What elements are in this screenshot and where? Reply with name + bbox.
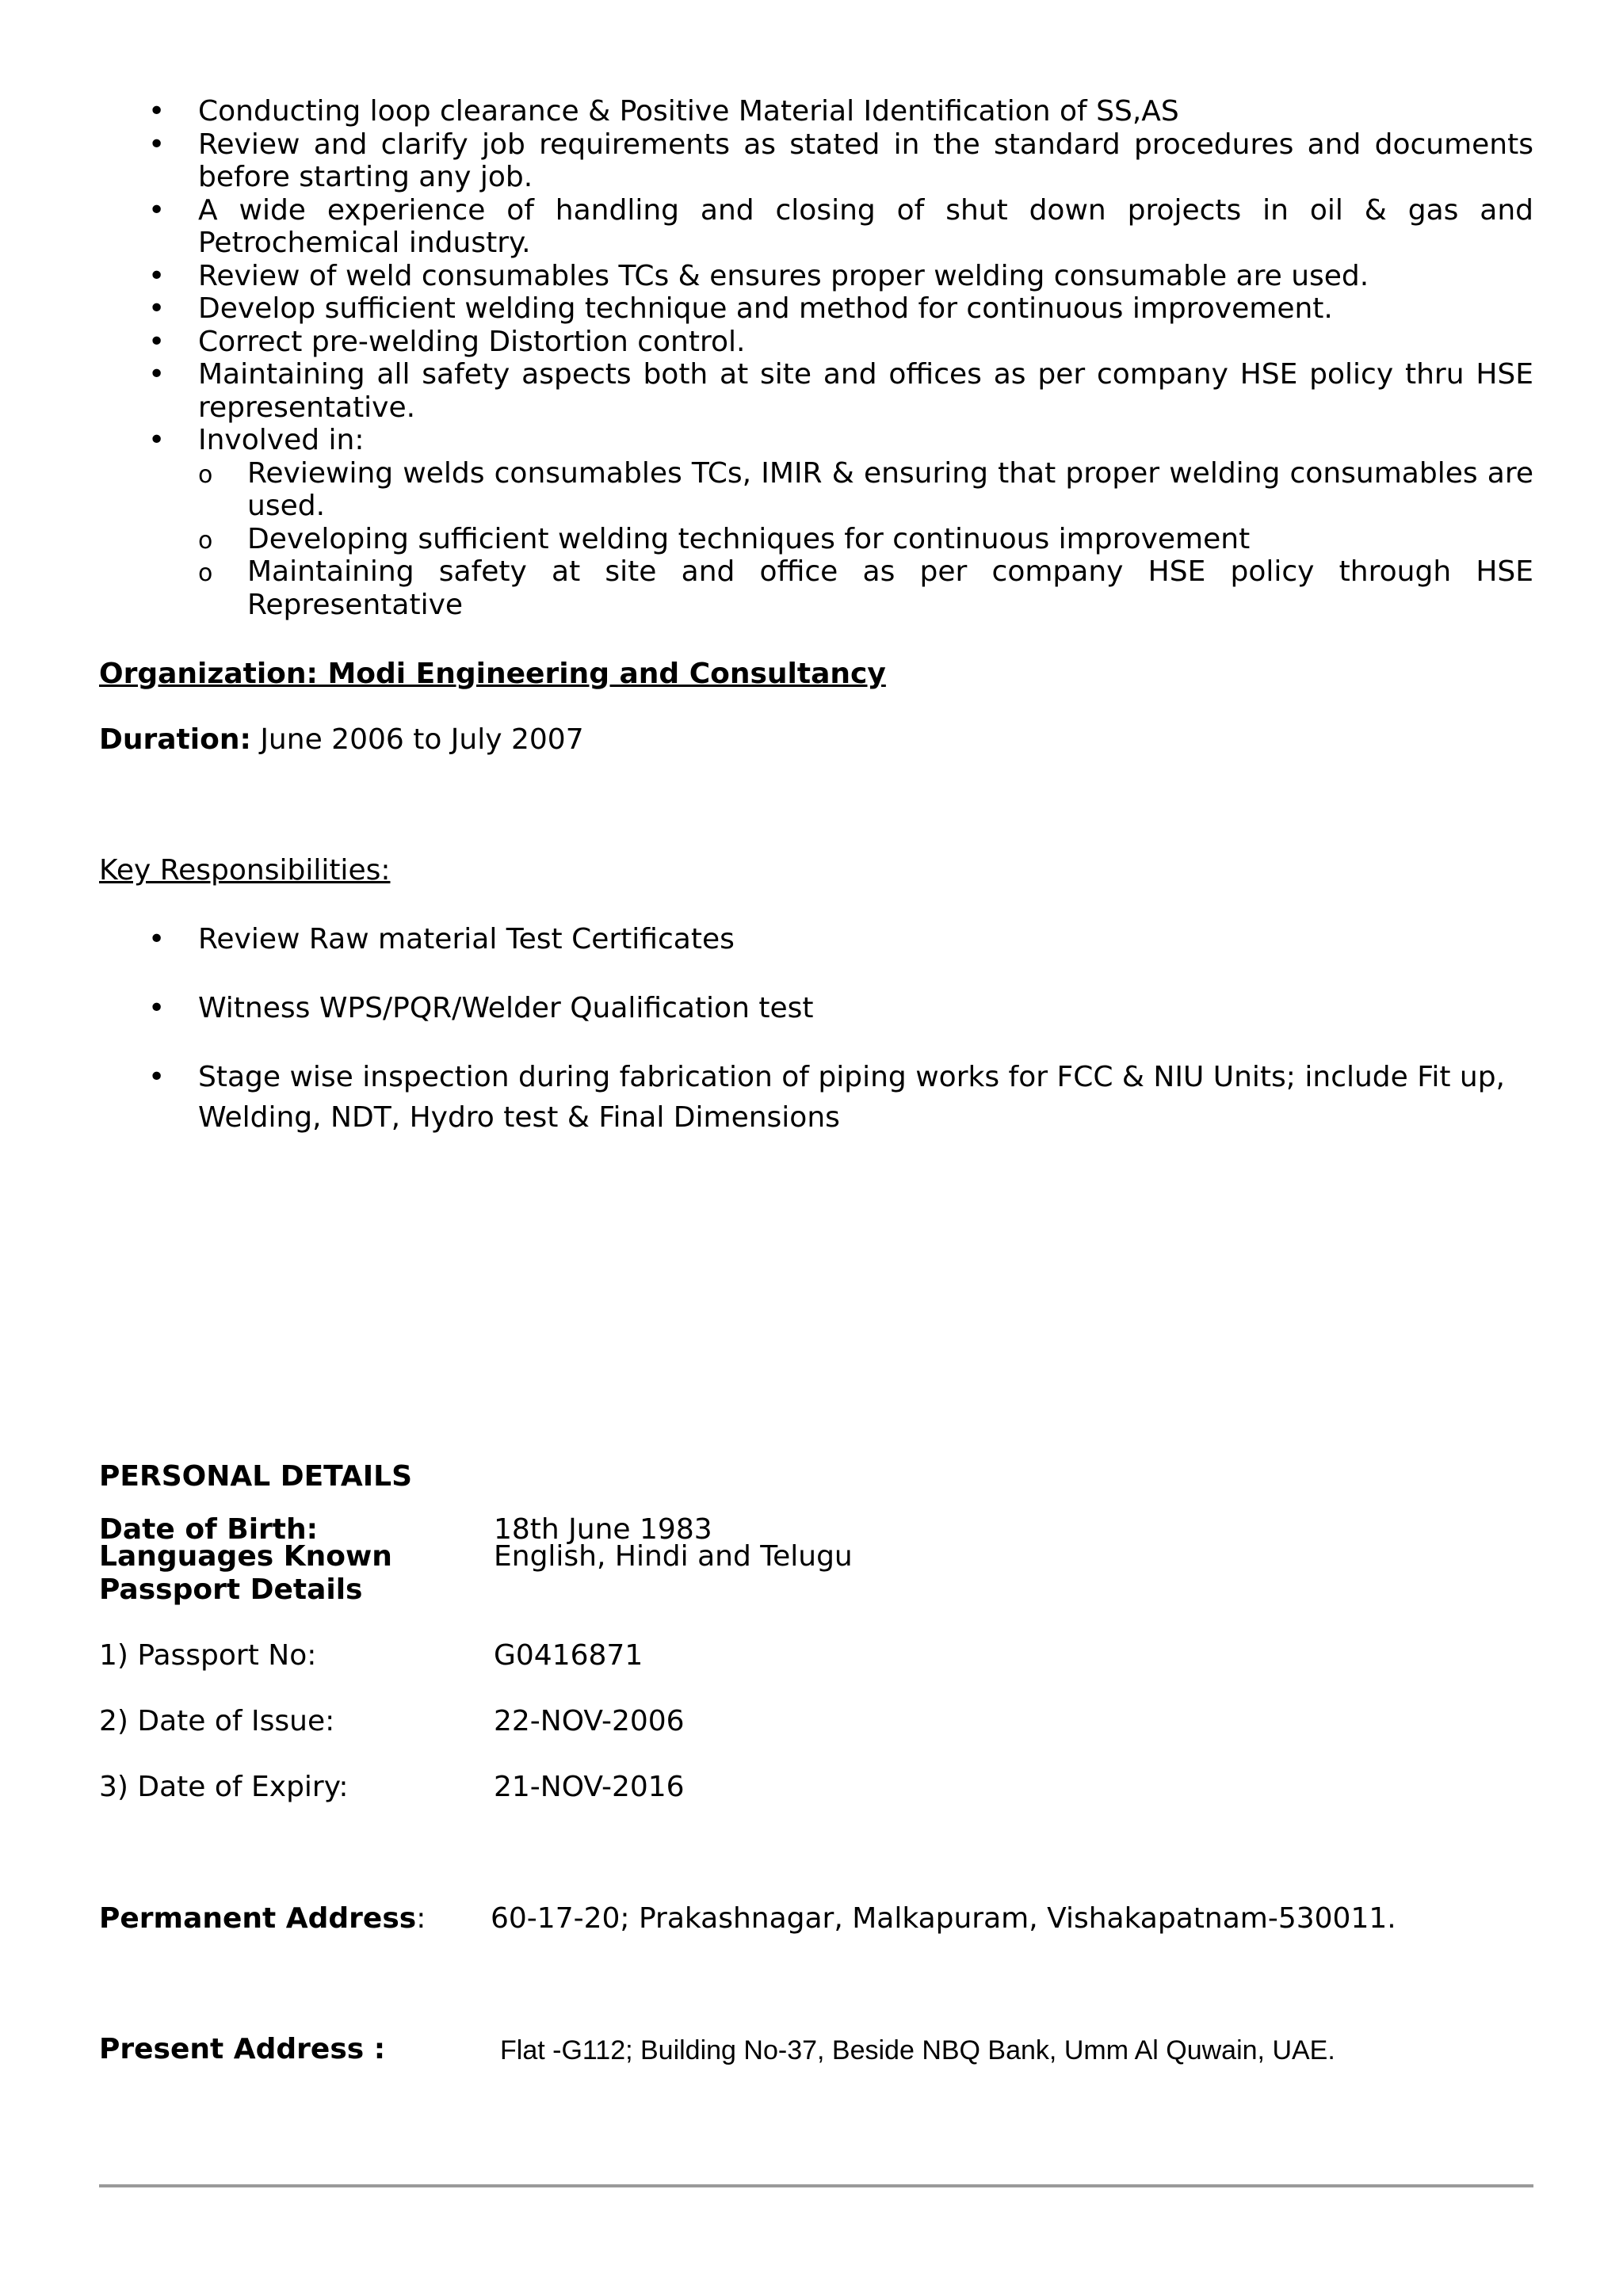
sub-bullet-icon: o [198,460,213,489]
bullet-icon: • [148,95,166,128]
passport-no-label: 1) Passport No: [99,1639,317,1672]
bullet-icon: • [148,992,166,1024]
dob-value: 18th June 1983 [494,1513,712,1546]
list-item: • A wide experience of handling and closing of shut down projects in oil & gas and Petrochemical industry. [148,193,1533,259]
list-item: • Review of weld consumables TCs & ensures proper welding consumable are used. [148,259,1369,292]
bullet-icon: • [148,292,166,325]
bullet-icon: • [148,1061,166,1093]
list-item: • Develop sufficient welding technique and method for continuous improvement. [148,292,1333,325]
bullet-icon: • [148,325,166,358]
experience-bullet-list [99,95,1533,621]
languages-value: English, Hindi and Telugu [494,1540,853,1573]
passport-details-label: Passport Details [99,1573,363,1606]
passport-details-row [99,1573,494,1606]
sub-bullet-icon: o [198,559,213,587]
bullet-icon: • [148,923,166,955]
present-address-value: Flat -G112; Building No-37, Beside NBQ Bank, Umm Al Quwain, UAE. [500,2035,1335,2065]
bullet-icon: • [148,193,166,227]
list-item: • Conducting loop clearance & Positive Material Identification of SS,AS [148,95,1179,128]
dob-label: Date of Birth: [99,1513,319,1546]
footer-divider [99,2184,1533,2187]
issue-date-label: 2) Date of Issue: [99,1705,335,1737]
duration-line [99,723,584,756]
expiry-date-value: 21-NOV-2016 [494,1771,685,1803]
permanent-address-value: 60-17-20; Prakashnagar, Malkapuram, Vishakapatnam-530011. [491,1902,1396,1935]
key-responsibilities-list [99,919,1533,1166]
key-responsibilities-heading: Key Responsibilities: [99,854,391,887]
list-item: • Maintaining all safety aspects both at site and offices as per company HSE policy thru HSE representative. [148,358,1533,424]
sub-bullet-icon: o [198,526,213,555]
duration-label: Duration: [99,723,251,756]
languages-label: Languages Known [99,1540,392,1573]
list-item: • Correct pre-welding Distortion control. [148,325,746,358]
languages-row [99,1540,853,1573]
bullet-icon: • [148,259,166,292]
sub-list-item: o Reviewing welds consumables TCs, IMIR & ensuring that proper welding consumables are used. [198,456,1533,522]
organization-heading: Organization: Modi Engineering and Consultancy [99,658,886,690]
personal-details-heading: PERSONAL DETAILS [99,1460,413,1493]
list-item: • Review and clarify job requirements as stated in the standard procedures and documents before starting any job. [148,128,1533,193]
list-item: • Involved in: [148,424,365,456]
expiry-date-row [99,1771,685,1803]
issue-date-value: 22-NOV-2006 [494,1705,685,1737]
duration-value: June 2006 to July 2007 [250,723,584,756]
list-item: • Review Raw material Test Certificates [99,919,1533,959]
bullet-icon: • [148,128,166,161]
bullet-icon: • [148,424,166,456]
passport-no-row [99,1639,643,1672]
sub-list-item: o Maintaining safety at site and office as per company HSE policy through HSE Representative [198,555,1533,621]
bullet-icon: • [148,358,166,391]
expiry-date-label: 3) Date of Expiry: [99,1771,349,1803]
issue-date-row [99,1705,685,1737]
list-item: • Witness WPS/PQR/Welder Qualification test [99,988,1533,1028]
list-item: • Stage wise inspection during fabrication of piping works for FCC & NIU Units; include Fit up, Welding, NDT, Hydro test & Final Dimensions [99,1057,1533,1138]
permanent-address-label: Permanent Address: [99,1902,426,1935]
present-address-label: Present Address : [99,2033,386,2065]
passport-no-value: G0416871 [494,1639,643,1672]
sub-list-item: o Developing sufficient welding techniques for continuous improvement [99,523,1533,556]
